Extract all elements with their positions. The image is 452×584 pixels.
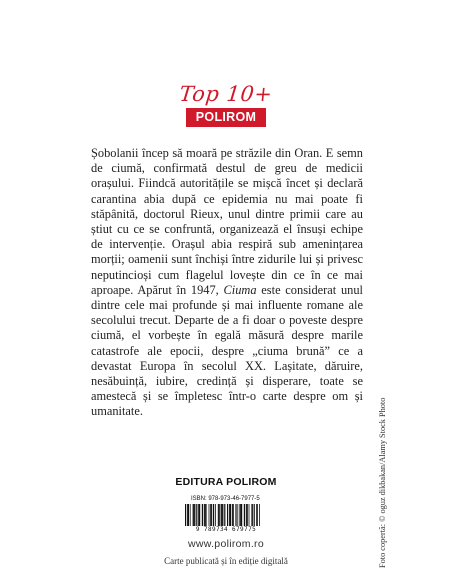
publisher-website[interactable]: www.polirom.ro <box>188 538 264 550</box>
barcode-bar <box>206 504 207 526</box>
barcode-bar <box>199 504 200 526</box>
barcode-bar <box>196 504 197 526</box>
barcode-bar <box>185 504 186 526</box>
barcode-bar <box>193 504 194 526</box>
barcode-bar <box>188 504 189 526</box>
barcode-bar <box>204 504 205 526</box>
blurb-text-before-title: Șobolanii încep să moară pe străzile din Oran. E semn de ciumă, confirmată destul de greu de medicii orașului. Fiindcă autoritățile se mișcă încet și declară carantina abia după ce epidemia nu mai poate fi stăpânită, doctorul Rieux, unul dintre primii care au știut cu ce se confruntă, organizează el însuși echipe de intervenție. Orașul abia respiră sub amenințarea morții; oamenii sunt închiși între zidurile lui și privesc neputincioși cum flagelul lovește din ce în ce mai aproape. Apărut în 1947, <box>91 146 363 297</box>
barcode-bar <box>227 504 228 526</box>
blurb-paragraph <box>91 146 363 420</box>
isbn-barcode <box>183 496 269 534</box>
barcode-bar <box>247 504 248 526</box>
barcode-bar <box>213 504 214 526</box>
barcode-bar <box>218 504 219 526</box>
barcode-bar <box>251 504 252 526</box>
barcode-bar <box>210 504 211 526</box>
barcode-bar <box>219 504 220 526</box>
barcode-bar <box>240 504 241 526</box>
barcode-bar <box>205 504 206 526</box>
barcode-bar <box>221 504 222 526</box>
barcode-bar <box>233 504 234 526</box>
back-cover-blurb <box>91 146 363 420</box>
cover-photo-credit: Foto copertă: © oguz dikbakan/Alamy Stock Photo <box>378 397 387 568</box>
barcode-bar <box>223 504 224 526</box>
barcode-digits: 9 789734 679775 <box>195 526 257 533</box>
barcode-bar <box>215 504 216 526</box>
barcode-bar <box>232 504 233 526</box>
barcode-bar <box>193 504 194 526</box>
series-script-label: Top 10+ <box>178 82 274 106</box>
barcode-bar <box>244 504 245 526</box>
barcode-bar <box>249 504 250 526</box>
series-logo <box>0 82 452 127</box>
barcode-bar <box>257 504 258 526</box>
barcode-bar <box>241 504 242 526</box>
barcode-bar <box>246 504 247 526</box>
book-title: Ciuma <box>223 282 257 297</box>
barcode-bars <box>183 504 269 526</box>
barcode-bar <box>198 504 199 526</box>
barcode-bar <box>235 504 236 526</box>
barcode-bar <box>224 504 225 526</box>
series-badge: POLIROM <box>186 108 266 127</box>
barcode-bar <box>229 504 230 526</box>
barcode-bar <box>252 504 253 526</box>
barcode-bar <box>211 504 212 526</box>
barcode-bar <box>202 504 203 526</box>
barcode-bar <box>259 504 260 526</box>
isbn-label: ISBN: 978-973-46-7977-5 <box>191 496 260 502</box>
barcode-bar <box>237 504 238 526</box>
barcode-bar <box>190 504 191 526</box>
barcode-bar <box>256 504 257 526</box>
barcode-bar <box>230 504 231 526</box>
barcode-bar <box>187 504 188 526</box>
blurb-text-after-title: este considerat unul dintre cele mai profunde și mai influente romane ale secolului trecut. Departe de a fi doar o poveste despre ciumă, el vorbește în egală măsură despre marile catastrofe ale epocii, despre „ciuma brună” ce a devastat Europa în secolul XX. Lașitate, dăruire, nesăbuință, iubire, credință și disperare, toate se amestecă și se împletesc într-o carte despre om și umanitate. <box>91 282 363 419</box>
barcode-bar <box>209 504 210 526</box>
barcode-bar <box>195 504 196 526</box>
barcode-bar <box>239 504 240 526</box>
publisher-name: EDITURA POLIROM <box>175 476 277 488</box>
barcode-bar <box>221 504 222 526</box>
barcode-bar <box>254 504 255 526</box>
digital-edition-note: Carte publicată și în ediție digitală <box>164 556 288 566</box>
